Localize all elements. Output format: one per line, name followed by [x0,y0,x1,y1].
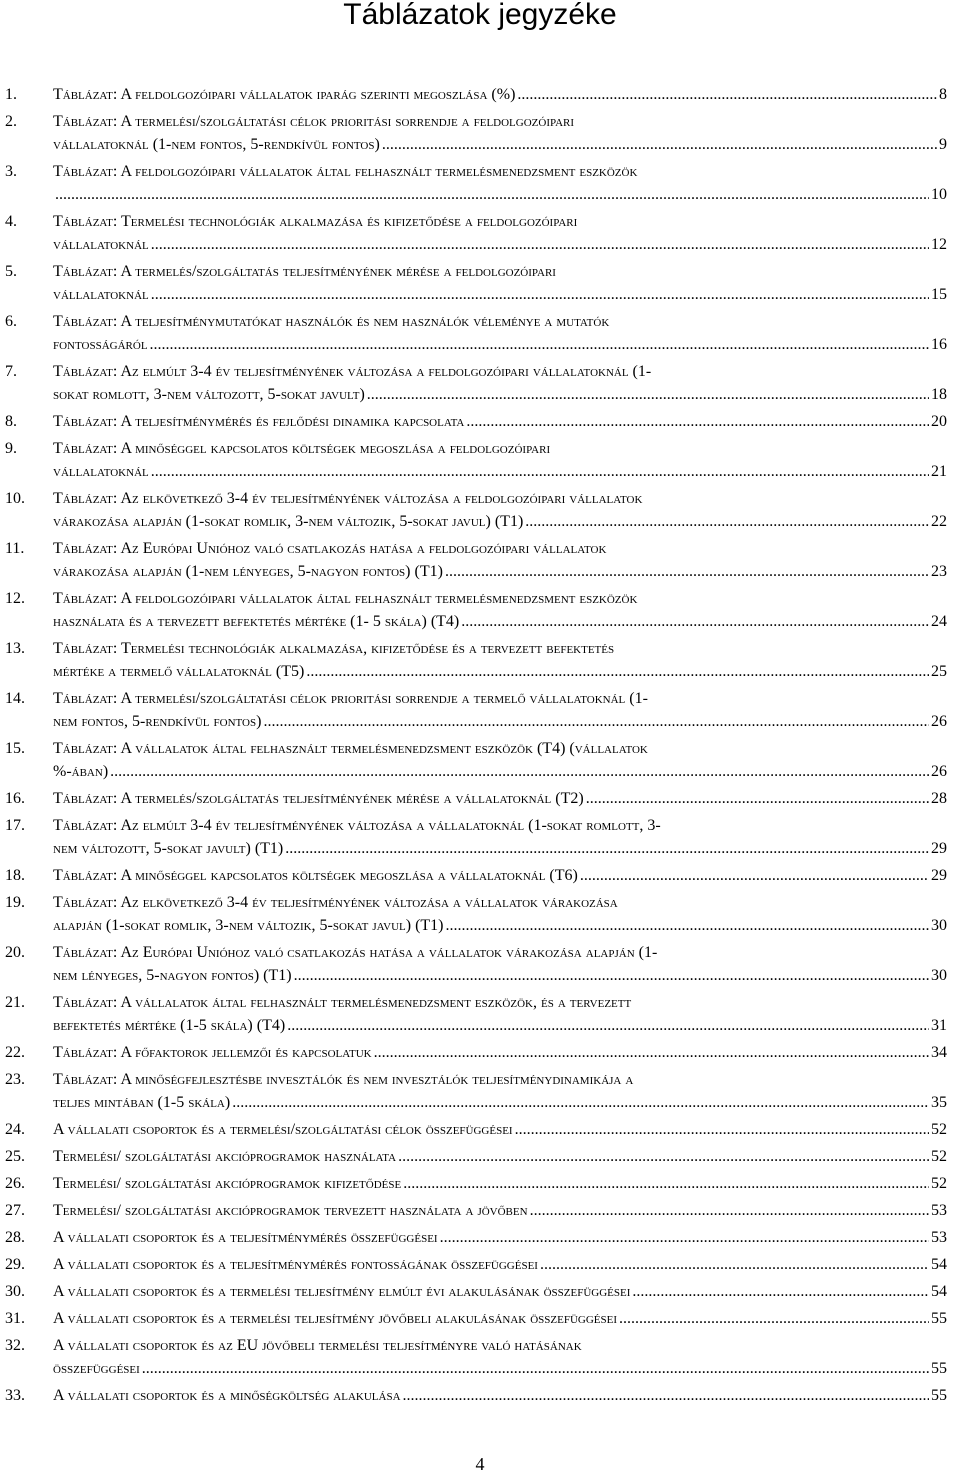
entry-page-number[interactable]: 30 [931,967,947,984]
toc-entry[interactable] [0,537,960,583]
entry-number: 6. [5,313,17,330]
entry-number: 17. [5,817,25,834]
entry-page-number[interactable]: 28 [931,790,947,807]
dot-leader [55,183,929,206]
entry-number: 15. [5,740,25,757]
toc-entry[interactable] [0,1307,960,1330]
toc-entry[interactable] [0,737,960,783]
entry-title-last-line: befektetés mértéke (1-5 skála) (T4) [53,1017,286,1034]
entry-title-last-line: A vállalati csoportok és a minőségköltség alakulása [53,1387,401,1404]
entry-title-line: Táblázat: Termelési technológiák alkalmazása, kifizetődése és a tervezett befektetés [53,640,615,657]
dot-leader [232,1091,929,1114]
dot-leader [151,233,929,256]
entry-page-number[interactable]: 31 [931,1017,947,1034]
dot-leader [398,1145,929,1168]
entry-number: 10. [5,490,25,507]
entry-title-last-line: A vállalati csoportok és a termelési teljesítmény jövőbeli alakulásának összefüggései [53,1310,618,1327]
entry-page-number[interactable]: 23 [931,563,947,580]
entry-page-number[interactable]: 54 [931,1256,947,1273]
entry-number: 31. [5,1310,25,1327]
toc-entry[interactable] [0,1226,960,1249]
toc-entry[interactable] [0,1041,960,1064]
entry-number: 26. [5,1175,25,1192]
entry-title-line: Táblázat: Az Európai Unióhoz való csatlakozás hatása a vállalatok várakozása alapján (1- [53,944,658,961]
entry-number: 13. [5,640,25,657]
dot-leader [619,1307,929,1330]
toc-entry[interactable] [0,260,960,306]
entry-number: 2. [5,113,17,130]
entry-title-last-line: nem lényeges, 5-nagyon fontos) (T1) [53,967,292,984]
entry-number: 24. [5,1121,25,1138]
entry-title-last-line: vállalatoknál [53,236,149,253]
entry-page-number[interactable]: 55 [931,1310,947,1327]
entry-page-number[interactable]: 26 [931,713,947,730]
dot-leader [461,610,929,633]
entry-number: 21. [5,994,25,1011]
entry-title-last-line: Táblázat: A teljesítménymérés és fejlődési dinamika kapcsolata [53,413,465,430]
entry-title-last-line: A vállalati csoportok és a termelési/szolgáltatási célok összefüggései [53,1121,513,1138]
entry-page-number[interactable]: 26 [931,763,947,780]
entry-title-last-line: alapján (1-sokat romlik, 3-nem változik, 5-sokat javul) (T1) [53,917,444,934]
dot-leader [294,964,929,987]
dot-leader [142,1357,929,1380]
entry-page-number[interactable]: 53 [931,1229,947,1246]
entry-page-number[interactable]: 35 [931,1094,947,1111]
entry-number: 28. [5,1229,25,1246]
dot-leader [403,1384,929,1407]
toc-entry[interactable] [0,1253,960,1276]
toc-entry[interactable] [0,637,960,683]
toc-entry[interactable] [0,1384,960,1407]
dot-leader [540,1253,929,1276]
entry-page-number[interactable]: 54 [931,1283,947,1300]
entry-title-line: Táblázat: A minőségfejlesztésbe invesztálók és nem invesztálók teljesítménydinamikája a [53,1071,634,1088]
dot-leader [466,410,929,433]
toc-entry[interactable] [0,1068,960,1114]
entry-title-last-line: Táblázat: A főfaktorok jellemzői és kapcsolatuk [53,1044,372,1061]
entry-number: 29. [5,1256,25,1273]
toc-entry[interactable] [0,437,960,483]
toc-entry[interactable] [0,687,960,733]
entry-title-line: Táblázat: A feldolgozóipari vállalatok által felhasznált termelésmenedzsment eszközök [53,163,638,180]
dot-leader [110,760,929,783]
entry-page-number[interactable]: 18 [931,386,947,403]
dot-leader [517,83,937,106]
entry-page-number[interactable]: 29 [931,867,947,884]
entry-title-last-line: vállalatoknál (1-nem fontos, 5-rendkívül fontos) [53,136,380,153]
entry-title-last-line: vállalatoknál [53,463,149,480]
entry-page-number[interactable]: 53 [931,1202,947,1219]
entry-page-number[interactable]: 9 [939,136,947,153]
toc-entry[interactable] [0,864,960,887]
entry-title-line: Táblázat: A vállalatok által felhasznált termelésmenedzsment eszközök (T4) (vállalatok [53,740,648,757]
entry-title-last-line: várakozása alapján (1-nem lényeges, 5-nagyon fontos) (T1) [53,563,443,580]
entry-title-last-line: sokat romlott, 3-nem változott, 5-sokat javult) [53,386,365,403]
entry-number: 12. [5,590,25,607]
entry-number: 5. [5,263,17,280]
entry-number: 1. [5,86,17,103]
table-of-tables [0,83,960,1411]
page-number: 4 [475,1454,485,1474]
toc-entry[interactable] [0,1280,960,1303]
dot-leader [580,864,929,887]
toc-entry[interactable] [0,310,960,356]
entry-number: 14. [5,690,25,707]
dot-leader [374,1041,929,1064]
entry-page-number[interactable]: 10 [931,186,947,203]
toc-entry[interactable] [0,1334,960,1380]
entry-page-number[interactable]: 55 [931,1387,947,1404]
entry-page-number[interactable]: 52 [931,1148,947,1165]
entry-number: 16. [5,790,25,807]
entry-number: 7. [5,363,17,380]
dot-leader [306,660,929,683]
entry-page-number[interactable]: 24 [931,613,947,630]
entry-title-line: Táblázat: Az elkövetkező 3-4 év teljesítményének változása a vállalatok várakozása [53,894,618,911]
toc-entry[interactable] [0,110,960,156]
entry-number: 11. [5,540,25,557]
toc-entry[interactable] [0,83,960,106]
entry-title-last-line: teljes mintában (1-5 skála) [53,1094,231,1111]
entry-title-line: Táblázat: Termelési technológiák alkalmazása és kifizetődése a feldolgozóipari [53,213,578,230]
dot-leader [632,1280,929,1303]
entry-page-number[interactable]: 52 [931,1121,947,1138]
entry-title-line: Táblázat: A vállalatok által felhasznált termelésmenedzsment eszközök, és a tervezett [53,994,632,1011]
entry-number: 27. [5,1202,25,1219]
entry-title-last-line: Táblázat: A termelés/szolgáltatás teljesítményének mérése a vállalatoknál (T2) [53,790,584,807]
entry-number: 22. [5,1044,25,1061]
entry-title-last-line: összefüggései [53,1360,140,1377]
entry-title-last-line: A vállalati csoportok és a teljesítménymérés összefüggései [53,1229,438,1246]
entry-page-number[interactable]: 22 [931,513,947,530]
entry-title-last-line: mértéke a termelő vállalatoknál (T5) [53,663,305,680]
toc-entry[interactable] [0,410,960,433]
toc-entry[interactable] [0,1199,960,1222]
dot-leader [382,133,937,156]
entry-title-last-line: nem változott, 5-sokat javult) (T1) [53,840,284,857]
entry-number: 20. [5,944,25,961]
dot-leader [287,1014,929,1037]
toc-entry[interactable] [0,210,960,256]
entry-page-number[interactable]: 16 [931,336,947,353]
entry-page-number[interactable]: 29 [931,840,947,857]
entry-title-line: Táblázat: Az elkövetkező 3-4 év teljesítményének változása a feldolgozóipari vállalatok [53,490,643,507]
entry-title-last-line: A vállalati csoportok és a teljesítménymérés fontosságának összefüggései [53,1256,538,1273]
entry-number: 33. [5,1387,25,1404]
entry-title-line: Táblázat: A termelési/szolgáltatási célok prioritási sorrendje a termelő vállalatoknál (1- [53,690,648,707]
toc-entry[interactable] [0,891,960,937]
entry-title-last-line: Termelési/ szolgáltatási akcióprogramok kifizetődése [53,1175,402,1192]
dot-leader [525,510,929,533]
entry-number: 32. [5,1337,25,1354]
dot-leader [151,283,929,306]
toc-entry[interactable] [0,814,960,860]
entry-number: 23. [5,1071,25,1088]
entry-title-last-line: vállalatoknál [53,286,149,303]
entry-title-line: Táblázat: Az elmúlt 3-4 év teljesítményének változása a vállalatoknál (1-sokat romlott, 3- [53,817,661,834]
toc-entry[interactable] [0,160,960,206]
entry-title-line: Táblázat: A termelés/szolgáltatás teljesítményének mérése a feldolgozóipari [53,263,556,280]
entry-number: 4. [5,213,17,230]
entry-title-last-line: %-ában) [53,763,109,780]
entry-title-last-line: A vállalati csoportok és a termelési teljesítmény elmúlt évi alakulásának összefüggései [53,1283,631,1300]
entry-page-number[interactable]: 21 [931,463,947,480]
entry-page-number[interactable]: 30 [931,917,947,934]
entry-page-number[interactable]: 15 [931,286,947,303]
entry-number: 30. [5,1283,25,1300]
toc-entry[interactable] [0,941,960,987]
entry-page-number[interactable]: 12 [931,236,947,253]
entry-page-number[interactable]: 8 [939,86,947,103]
dot-leader [263,710,929,733]
entry-page-number[interactable]: 52 [931,1175,947,1192]
entry-number: 18. [5,867,25,884]
dot-leader [515,1118,929,1141]
entry-title-last-line: Táblázat: A minőséggel kapcsolatos költségek megoszlása a vállalatoknál (T6) [53,867,578,884]
entry-title-line: Táblázat: A teljesítménymutatókat használók és nem használók véleménye a mutatók [53,313,610,330]
dot-leader [285,837,929,860]
entry-page-number[interactable]: 34 [931,1044,947,1061]
entry-title-last-line: fontosságáról [53,336,148,353]
dot-leader [367,383,929,406]
entry-page-number[interactable]: 55 [931,1360,947,1377]
dot-leader [586,787,929,810]
toc-entry[interactable] [0,787,960,810]
toc-entry[interactable] [0,587,960,633]
entry-number: 19. [5,894,25,911]
entry-number: 9. [5,440,17,457]
entry-title-last-line: Termelési/ szolgáltatási akcióprogramok tervezett használata a jövőben [53,1202,528,1219]
entry-page-number[interactable]: 20 [931,413,947,430]
dot-leader [445,560,929,583]
entry-number: 3. [5,163,17,180]
entry-title-last-line: Termelési/ szolgáltatási akcióprogramok használata [53,1148,397,1165]
dot-leader [403,1172,929,1195]
entry-title-last-line: használata és a tervezett befektetés mértéke (1- 5 skála) (T4) [53,613,460,630]
entry-title-last-line: Táblázat: A feldolgozóipari vállalatok iparág szerinti megoszlása (%) [53,86,516,103]
dot-leader [530,1199,929,1222]
entry-title-line: Táblázat: Az Európai Unióhoz való csatlakozás hatása a feldolgozóipari vállalatok [53,540,607,557]
dot-leader [440,1226,929,1249]
entry-number: 8. [5,413,17,430]
entry-page-number[interactable]: 25 [931,663,947,680]
toc-entry[interactable] [0,991,960,1037]
entry-title-last-line: várakozása alapján (1-sokat romlik, 3-nem változik, 5-sokat javul) (T1) [53,513,524,530]
dot-leader [150,333,929,356]
toc-entry[interactable] [0,360,960,406]
entry-title-line: Táblázat: Az elmúlt 3-4 év teljesítményének változása a feldolgozóipari vállalatoknál (1- [53,363,652,380]
dot-leader [151,460,929,483]
entry-title-line: A vállalati csoportok és az EU jövőbeli termelési teljesítményre való hatásának [53,1337,582,1354]
toc-entry[interactable] [0,1145,960,1168]
toc-entry[interactable] [0,1172,960,1195]
entry-title-line: Táblázat: A termelési/szolgáltatási célok prioritási sorrendje a feldolgozóipari [53,113,575,130]
entry-number: 25. [5,1148,25,1165]
toc-entry[interactable] [0,487,960,533]
entry-title-last-line: nem fontos, 5-rendkívül fontos) [53,713,262,730]
toc-entry[interactable] [0,1118,960,1141]
dot-leader [446,914,930,937]
entry-title-line: Táblázat: A minőséggel kapcsolatos költségek megoszlása a feldolgozóipari [53,440,551,457]
page-title: Táblázatok jegyzéke [343,0,617,31]
entry-title-line: Táblázat: A feldolgozóipari vállalatok által felhasznált termelésmenedzsment eszközök [53,590,638,607]
